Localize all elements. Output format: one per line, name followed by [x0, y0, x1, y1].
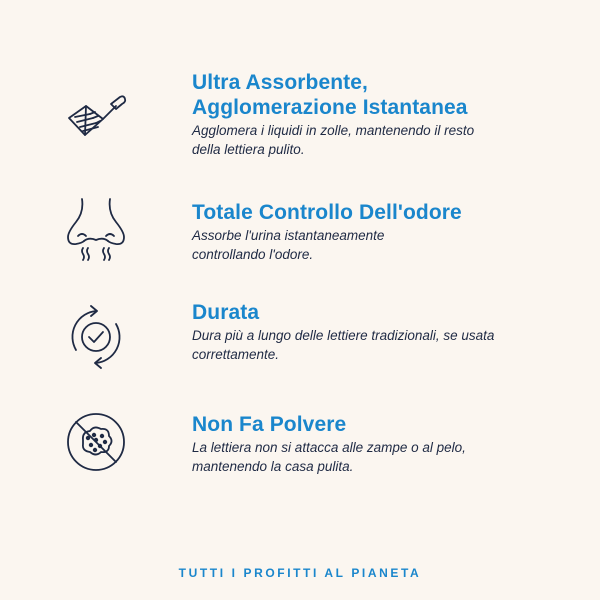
feature-description-line: della lettiera pulito. [192, 142, 305, 157]
feature-description-line: La lettiera non si attacca alle zampe o al pelo, [192, 440, 466, 455]
feature-title: Agglomerazione Istantanea [192, 96, 468, 119]
feature-title: Non Fa Polvere [192, 413, 347, 436]
feature-title: Durata [192, 301, 260, 324]
feature-description-line: Assorbe l'urina istantaneamente [192, 228, 385, 243]
feature-description [192, 121, 582, 159]
nose-icon [64, 198, 128, 262]
scoop-icon [64, 86, 128, 150]
feature-title: Ultra Assorbente, [192, 71, 368, 94]
feature-description-line: Agglomera i liquidi in zolle, mantenendo il resto [192, 123, 475, 138]
feature-description [192, 438, 582, 476]
feature-description-line: Dura più a lungo delle lettiere tradizionali, se usata [192, 328, 495, 343]
footer-tagline: TUTTI I PROFITTI AL PIANETA [178, 566, 422, 580]
feature-description-line: mantenendo la casa pulita. [192, 459, 354, 474]
no-dust-icon [64, 410, 128, 474]
feature-description-line: controllando l'odore. [192, 247, 314, 262]
refresh-check-icon [64, 305, 128, 369]
feature-description [192, 326, 582, 364]
feature-description-line: correttamente. [192, 347, 280, 362]
feature-title: Totale Controllo Dell'odore [192, 201, 462, 224]
feature-description [192, 226, 582, 264]
